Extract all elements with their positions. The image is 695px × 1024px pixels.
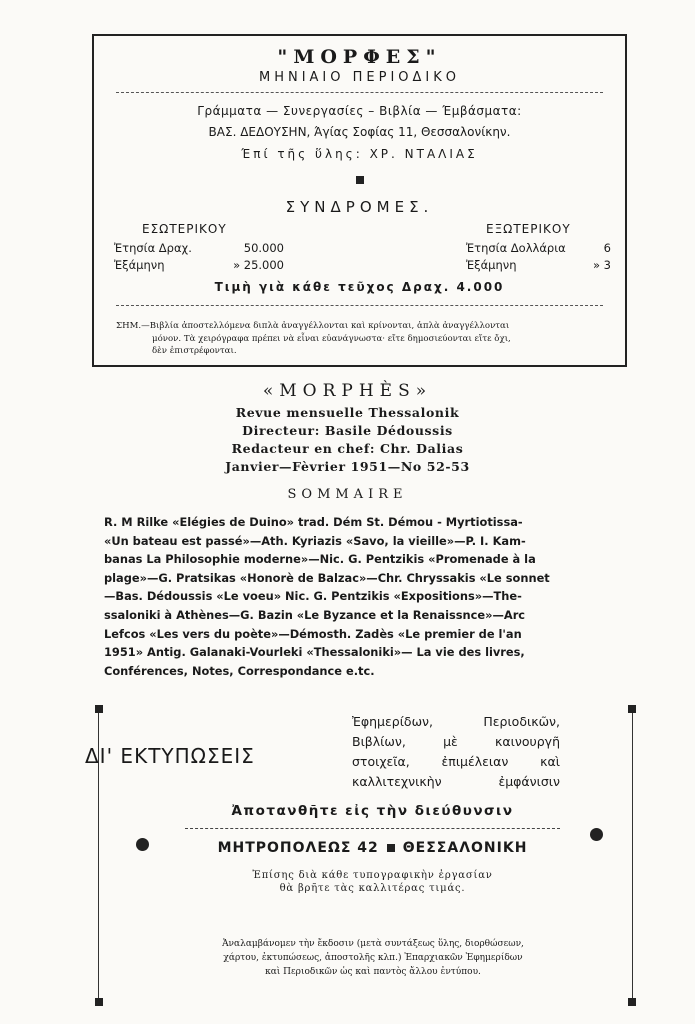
summary-line: —Bas. Dédoussis «Le voeu» Nic. G. Pentzikis «Expositions»—The-: [104, 589, 522, 604]
divider: [116, 305, 603, 306]
editorial-note: ΣΗΜ.—Βιβλία ἀποστελλόμενα διπλὰ ἀναγγέλλονται καὶ κρίνονται, ἁπλὰ ἀναγγέλλονται μόνον. Τὰ χειρόγραφα πρέπει νὰ εἶναι εὐανάγνωστα· εἴτε δημοσιεύονται εἴτε ὄχι, δὲν ἐπιστρέφονται.: [116, 321, 511, 356]
ad-title: ΔΙ' ΕΚΤΥΠΩΣΕΙΣ: [85, 744, 255, 768]
ad-services: [352, 712, 560, 792]
publishing-services-note: Ἀναλαμβάνομεν τὴν ἔκδοσιν (μετὰ συντάξεως ὕλης, διορθώσεων, χάρτου, ἐκτυπώσεως, ἀποστολῆς κλπ.) Ἐπαρχιακῶν Ἐφημερίδων καὶ Περιοδικῶν ὡς καὶ παντὸς ἄλλου ἐντύπου.: [222, 939, 524, 977]
bullet-dot-icon: [136, 838, 149, 851]
correspondence-line: Γράμματα — Συνεργασίες – Βιβλία — Έμβάσματα:: [197, 104, 522, 118]
ad-line: Ἐφημερίδων, Περιοδικῶν,: [352, 714, 560, 729]
summary-line: ssaloniki à Athènes—G. Bazin «Le Byzance et la Renaissnce»—Arc: [104, 607, 526, 622]
corner-mark-icon: [628, 998, 636, 1006]
issue-price: Τιμὴ γιὰ κάθε τεῦχος Δραχ. 4.000: [214, 280, 505, 294]
magazine-title: "ΜΟΡΦΕΣ": [277, 46, 442, 68]
domestic-rates: [114, 222, 284, 274]
summary-line: Lefcos «Les vers du poète»—Démosth. Zadès «Le premier de l'an: [104, 626, 522, 641]
magazine-subtitle: ΜΗΝΙΑΙΟ ΠΕΡΙΟΔΙΚΟ: [258, 70, 461, 85]
domestic-heading: ΕΣΩΤΕΡΙΚΟΥ: [142, 222, 227, 236]
pricing-tagline: Ἐπίσης διὰ κάθε τυπογραφικὴν ἐργασίαν θὰ βρῆτε τὰς καλλιτέρας τιμάς.: [252, 870, 493, 894]
rate-row: Ἐτησία Δραχ. 50.000: [114, 241, 284, 255]
square-ornament-icon: [387, 844, 395, 852]
contact-heading: Ἀποτανθῆτε εἰς τὴν διεύθυνσιν: [231, 803, 514, 819]
foreign-rates: [466, 222, 611, 274]
bullet-dot-icon: [590, 828, 603, 841]
summary-line: Conférences, Notes, Correspondance e.tc.: [104, 663, 375, 678]
editor-line: Έπί τῆς ὕλης: ΧΡ. ΝΤΑΛΙΑΣ: [241, 147, 478, 161]
subscriptions-heading: ΣΥΝΔΡΟΜΕΣ.: [285, 198, 434, 216]
ad-line: καλλιτεχνικὴν ἐμφάνισιν: [352, 774, 560, 789]
divider: [116, 92, 603, 93]
rate-row: Ἐξάμηνη » 3: [466, 258, 611, 272]
corner-mark-icon: [95, 705, 103, 713]
corner-mark-icon: [628, 705, 636, 713]
summary-line: R. M Rilke «Elégies de Duino» trad. Dém St. Démou - Myrtiotissa-: [104, 515, 523, 529]
ad-line: Βιβλίων, μὲ καινουργῆ: [352, 734, 560, 749]
square-ornament-icon: [356, 176, 364, 184]
summary-line: «Un bateau est passé»—Ath. Kyriazis «Savo, la vieille»—P. I. Kam-: [104, 533, 526, 548]
summary-line: banas La Philosophie moderne»—Nic. G. Pentzikis «Promenade à la: [104, 552, 536, 567]
summary-line: plage»—G. Pratsikas «Honorè de Balzac»—Chr. Chryssakis «Le sonnet: [104, 570, 550, 585]
rate-row: Ἐξάμηνη » 25.000: [114, 258, 284, 272]
corner-mark-icon: [95, 998, 103, 1006]
summary-line: 1951» Antig. Galanaki-Vourleki «Thessaloniki»— La vie des livres,: [104, 645, 525, 660]
subscription-box: [92, 34, 627, 367]
divider: [185, 828, 560, 829]
contents-summary: [104, 513, 632, 680]
rate-row: Ἐτησία Δολλάρια 6: [466, 241, 611, 255]
address-line: ΒΑΣ. ΔΕΔΟΥΣΗΝ, Άγίας Σοφίας 11, Θεσσαλονίκην.: [208, 125, 511, 139]
french-title: «MORPHÈS»: [262, 381, 433, 401]
sommaire-heading: SOMMAIRE: [287, 487, 408, 502]
issue-line: Janvier—Fèvrier 1951—No 52-53: [225, 459, 470, 474]
revue-line: Revue mensuelle Thessalonik: [235, 405, 460, 420]
director-line: Directeur: Basile Dédoussis: [242, 423, 453, 438]
foreign-heading: ΕΞΩΤΕΡΙΚΟΥ: [486, 222, 571, 236]
redactor-line: Redacteur en chef: Chr. Dalias: [231, 441, 464, 456]
printer-address: ΜΗΤΡΟΠΟΛΕΩΣ 42 ΘΕΣΣΑΛΟΝΙΚΗ: [217, 840, 528, 856]
ad-line: στοιχεῖα, ἐπιμέλειαν καὶ: [352, 754, 560, 769]
